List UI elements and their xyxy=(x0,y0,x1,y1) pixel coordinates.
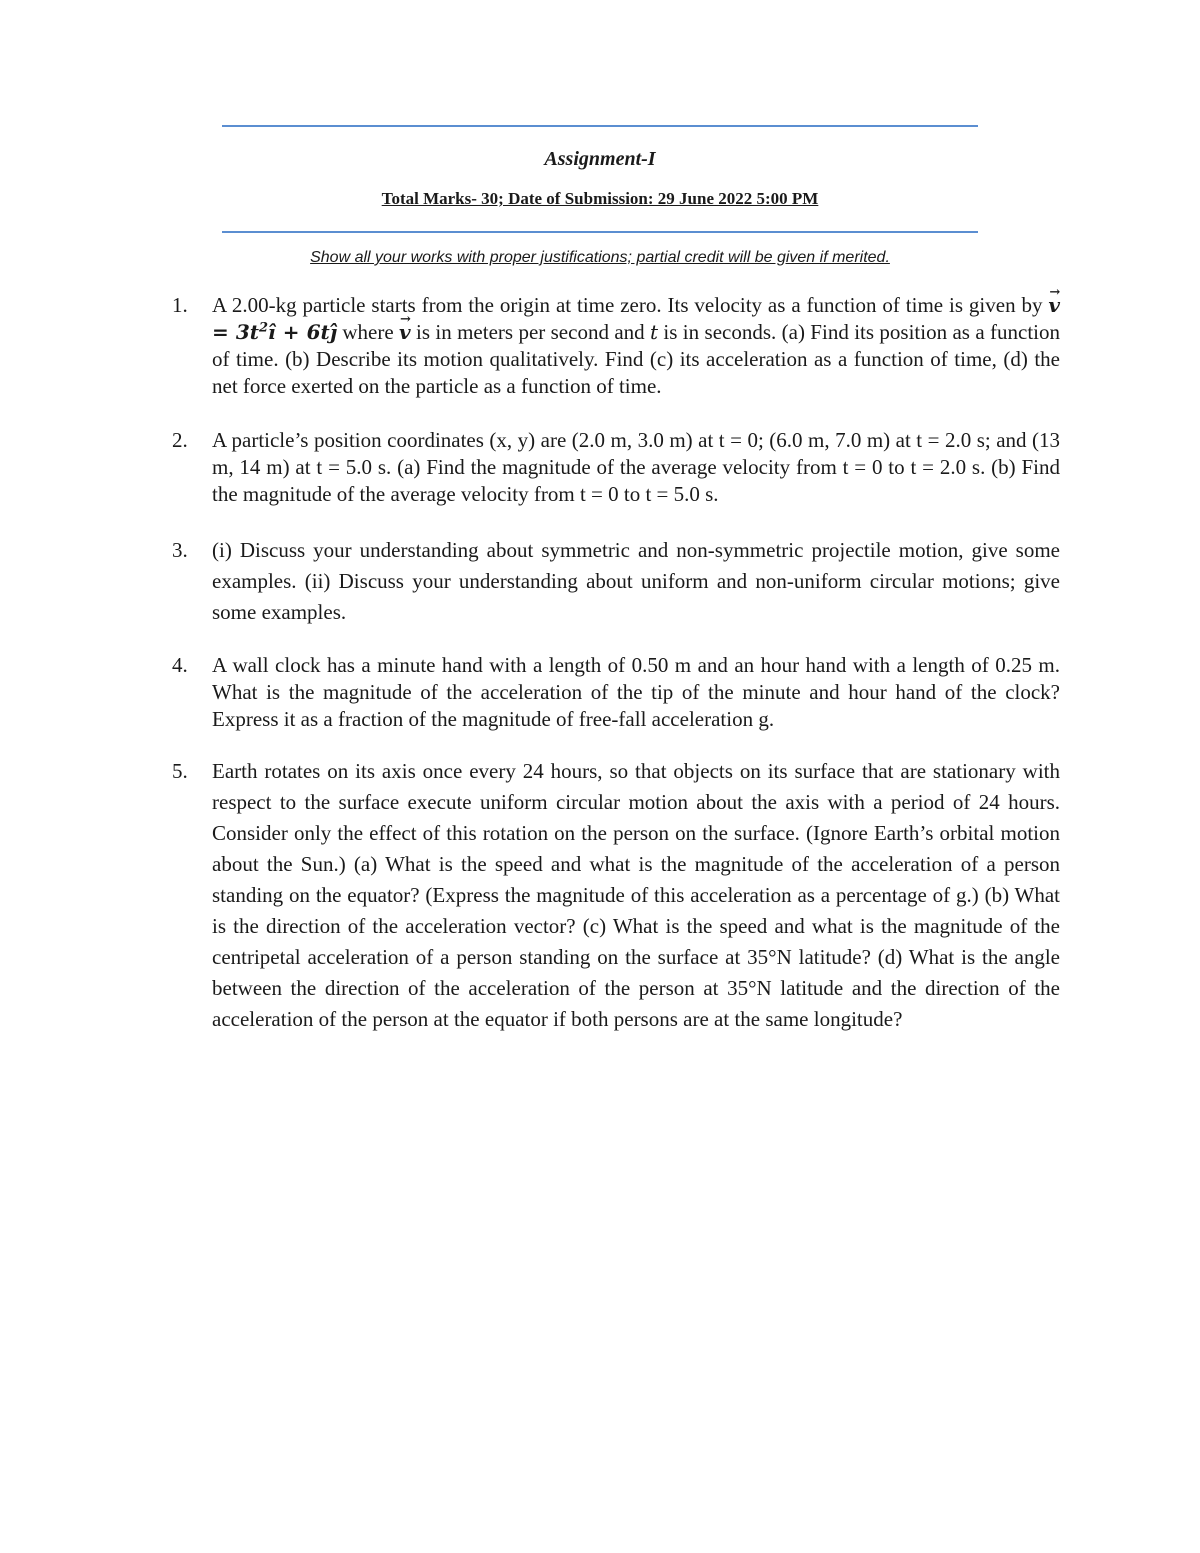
question-number: 5. xyxy=(172,759,188,783)
question-text: (i) Discuss your understanding about symmetric and non-symmetric projectile motion, give some examples. (ii) Discuss your understanding about uniform and non-uniform circular motions; give some examples. xyxy=(212,538,1060,624)
question-number: 2. xyxy=(172,428,188,452)
time-symbol: t xyxy=(650,320,659,344)
question-text: A 2.00-kg particle starts from the origin at time zero. Its velocity as a function of time is given by xyxy=(212,293,1043,317)
assignment-title: Assignment-I xyxy=(544,148,656,170)
instructions-note: Show all your works with proper justifications; partial credit will be given if merited. xyxy=(310,249,890,266)
velocity-symbol: → v xyxy=(399,319,411,346)
question-text: A wall clock has a minute hand with a length of 0.50 m and an hour hand with a length of 0.25 m. What is the magnitude of the acceleration of the tip of the minute and hour hand of the clock? Express it as a fraction of the magnitude of free-fall acceleration g. xyxy=(212,653,1060,731)
question-1 xyxy=(172,292,1060,400)
question-4 xyxy=(172,652,1060,733)
question-number: 1. xyxy=(172,293,188,317)
question-number: 3. xyxy=(172,538,188,562)
question-number: 4. xyxy=(172,653,188,677)
middle-divider xyxy=(222,231,978,233)
question-text: where xyxy=(336,320,400,344)
question-2 xyxy=(172,427,1060,508)
question-5 xyxy=(172,756,1060,1035)
question-list xyxy=(172,292,1060,1035)
top-divider xyxy=(222,125,978,127)
velocity-equation: → $v = 3t^2î$ + 6tĵ xyxy=(212,293,1060,344)
question-text: A particle’s position coordinates (x, y) are (2.0 m, 3.0 m) at t = 0; (6.0 m, 7.0 m) at t = 2.0 s; and (13 m, 14 m) at t = 5.0 s. (a) Find the magnitude of the average velocity from t = 0 to t = 2.0 s. (b) Find the magnitude of the average velocity from t = 0 to t = 5.0 s. xyxy=(212,428,1060,506)
assignment-subtitle: Total Marks- 30; Date of Submission: 29 June 2022 5:00 PM xyxy=(381,189,819,208)
question-3 xyxy=(172,535,1060,628)
question-text: Earth rotates on its axis once every 24 hours, so that objects on its surface that are stationary with respect to the surface execute uniform circular motion about the axis with a period of 24 hours. Consider only the effect of this rotation on the person on the surface. (Ignore Earth’s orbital motion about the Sun.) (a) What is the speed and what is the magnitude of the acceleration of a person standing on the equator? (Express the magnitude of this acceleration as a percentage of g.) (b) What is the direction of the acceleration vector? (c) What is the speed and what is the magnitude of the centripetal acceleration of a person standing on the surface at 35°N latitude? (d) What is the angle between the direction of the acceleration of the person at 35°N latitude and the direction of the acceleration of the person at the equator if both persons are at the same longitude? xyxy=(212,759,1060,1031)
question-text: is in meters per second and xyxy=(410,320,651,344)
question-text: is in seconds. (a) Find its position as a function of time. (b) Describe its motion qualitatively. Find (c) its acceleration as a function of time, (d) the net force exerted on the particle as a function of time. xyxy=(212,320,1060,398)
